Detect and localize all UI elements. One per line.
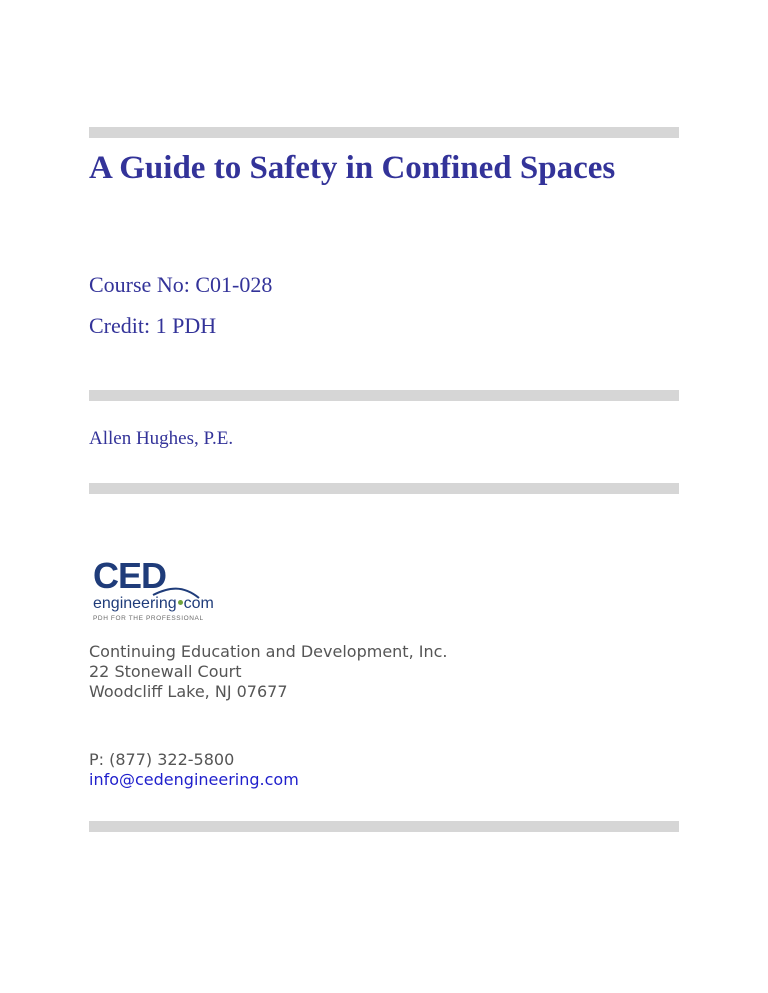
document-title: A Guide to Safety in Confined Spaces [89,150,616,186]
author-name: Allen Hughes, P.E. [89,428,234,449]
street-address: 22 Stonewall Court [89,662,242,681]
logo-tagline: PDH FOR THE PROFESSIONAL [93,615,204,622]
horizontal-rule-top [89,127,679,138]
logo-domain [93,595,214,613]
logo-domain-right: com [183,595,214,612]
ced-engineering-logo [91,555,241,627]
phone-number: P: (877) 322-5800 [89,750,235,769]
horizontal-rule-lower [89,483,679,494]
horizontal-rule-bottom [89,821,679,832]
logo-dot-icon [178,600,183,605]
course-credit: Credit: 1 PDH [89,313,217,338]
email-link[interactable]: info@cedengineering.com [89,770,299,789]
horizontal-rule-middle [89,390,679,401]
logo-ced-text: CED [93,555,167,596]
course-number: Course No: C01-028 [89,272,273,297]
logo-domain-left: engineering [93,595,177,612]
city-address: Woodcliff Lake, NJ 07677 [89,682,288,701]
company-name: Continuing Education and Development, Inc. [89,642,448,661]
